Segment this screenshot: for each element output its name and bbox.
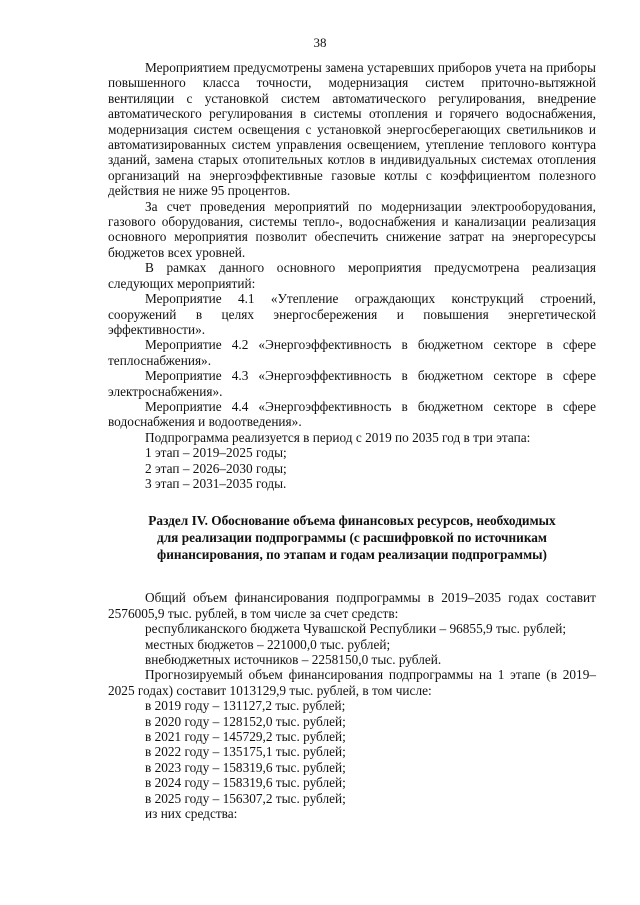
paragraph-measure-4-2: Мероприятие 4.2 «Энергоэффективность в бюджетном секторе в сфере теплоснабжения».	[108, 337, 596, 368]
stage-item: 3 этап – 2031–2035 годы.	[145, 475, 287, 491]
section-heading-line: для реализации подпрограммы (с расшифровкой по источникам	[157, 530, 547, 546]
yearly-funding-item: в 2025 году – 156307,2 тыс. рублей;	[145, 790, 346, 806]
page-number: 38	[313, 35, 327, 50]
funding-sources-list	[108, 621, 596, 667]
paragraph-measures-intro: В рамках данного основного мероприятия предусмотрена реализация следующих мероприятий:	[108, 260, 596, 291]
section-heading-line: финансирования, по этапам и годам реализации подпрограммы)	[157, 547, 547, 563]
stage-item: 1 этап – 2019–2025 годы;	[145, 445, 287, 461]
paragraph-measures-description: Мероприятием предусмотрены замена устаревших приборов учета на приборы повышенного класса точности, модернизация систем приточно-вытяжной вентиляции с установкой систем автоматического регулирования, внедрение автоматического регулирования в системы отопления и горячего водоснабжения, модернизация систем освещения с установкой энергосберегающих светильников и автоматизированных систем управления освещением, утепление теплового контура зданий, замена старых отопительных котлов в индивидуальных системах отопления организаций на энергоэффективные газовые котлы с коэффициентом полезного действия не ниже 95 процентов.	[108, 60, 596, 199]
section-heading-line: Раздел IV. Обоснование объема финансовых ресурсов, необходимых	[148, 513, 556, 529]
section-heading	[108, 512, 596, 563]
funding-source-item: местных бюджетов – 221000,0 тыс. рублей;	[145, 636, 391, 652]
stages-list	[108, 445, 596, 491]
paragraph-modernization-effect: За счет проведения мероприятий по модернизации электрооборудования, газового оборудования, системы тепло-, водоснабжения и канализации реализация основного мероприятия позволит обеспечить снижение затрат на энергоресурсы бюджетов всех уровней.	[108, 198, 596, 260]
funding-source-item: республиканского бюджета Чувашской Республики – 96855,9 тыс. рублей;	[145, 621, 567, 637]
paragraph-measure-4-4: Мероприятие 4.4 «Энергоэффективность в бюджетном секторе в сфере водоснабжения и водоотведения».	[108, 398, 596, 430]
yearly-funding-item: в 2019 году – 131127,2 тыс. рублей;	[145, 698, 346, 714]
funding-source-item: внебюджетных источников – 2258150,0 тыс. рублей.	[145, 652, 442, 667]
stage-item: 2 этап – 2026–2030 годы;	[145, 460, 287, 476]
yearly-funding-item: в 2020 году – 128152,0 тыс. рублей;	[145, 713, 346, 729]
yearly-funding-list	[108, 698, 596, 806]
paragraph-stages-intro: Подпрограмма реализуется в период с 2019 по 2035 год в три этапа:	[145, 429, 531, 445]
paragraph-measure-4-1: Мероприятие 4.1 «Утепление ограждающих конструкций строений, сооружений в целях энергосбережения и повышения энергетической эффективности».	[108, 291, 596, 337]
trailing-line: из них средства:	[145, 806, 238, 822]
yearly-funding-item: в 2022 году – 135175,1 тыс. рублей;	[145, 744, 346, 760]
paragraph-stage1-total: Прогнозируемый объем финансирования подпрограммы на 1 этапе (в 2019–2025 годах) составит 1013129,9 тыс. рублей, в том числе:	[108, 667, 596, 698]
paragraph-funding-total: Общий объем финансирования подпрограммы в 2019–2035 годах составит 2576005,9 тыс. рублей, в том числе за счет средств:	[108, 590, 596, 621]
yearly-funding-item: в 2023 году – 158319,6 тыс. рублей;	[145, 759, 346, 775]
yearly-funding-item: в 2024 году – 158319,6 тыс. рублей;	[145, 775, 346, 791]
yearly-funding-item: в 2021 году – 145729,2 тыс. рублей;	[145, 729, 346, 745]
document-body	[108, 60, 596, 821]
paragraph-measure-4-3: Мероприятие 4.3 «Энергоэффективность в бюджетном секторе в сфере электроснабжения».	[108, 368, 596, 399]
